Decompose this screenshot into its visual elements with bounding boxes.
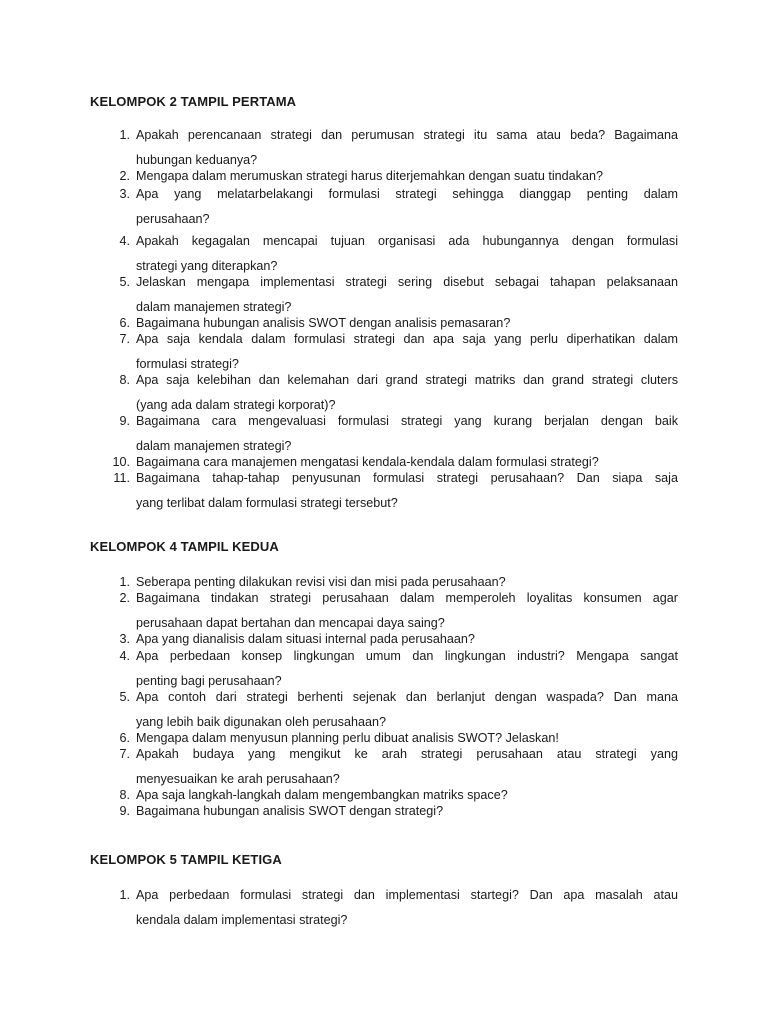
question-number: 1. (119, 888, 130, 902)
question-text: Bagaimana hubungan analisis SWOT dengan strategi? (136, 804, 444, 818)
question-number: 9. (119, 804, 130, 818)
question-list-kelompok-5 (0, 885, 768, 926)
question-text: Apa contoh dari strategi berhenti sejenak dan berlanjut dengan waspada? Dan mana yang lebih baik digunakan oleh perusahaan? (136, 690, 678, 729)
question-item (0, 370, 768, 411)
question-number: 9. (119, 414, 130, 428)
question-text: Apa saja kelebihan dan kelemahan dari grand strategi matriks dan grand strategi cluters (yang ada dalam strategi korporat)? (136, 373, 678, 412)
section-heading-kelompok-2: KELOMPOK 2 TAMPIL PERTAMA (90, 94, 297, 109)
question-number: 10. (112, 455, 130, 469)
section-heading-kelompok-5: KELOMPOK 5 TAMPIL KETIGA (90, 852, 282, 867)
question-item (0, 885, 768, 926)
question-item (0, 785, 768, 801)
question-item (0, 272, 768, 313)
question-item (0, 646, 768, 687)
question-number: 3. (119, 632, 130, 646)
question-number: 7. (119, 332, 130, 346)
question-number: 2. (119, 591, 130, 605)
question-item (0, 329, 768, 370)
question-number: 6. (119, 316, 130, 330)
question-number: 8. (119, 788, 130, 802)
question-text: Bagaimana tahap-tahap penyusunan formulasi strategi perusahaan? Dan siapa saja yang terlibat dalam formulasi strategi tersebut? (136, 471, 678, 510)
question-number: 2. (119, 169, 130, 183)
question-text: Apa perbedaan formulasi strategi dan implementasi startegi? Dan apa masalah atau kendala dalam implementasi strategi? (136, 888, 678, 927)
question-text: Mengapa dalam merumuskan strategi harus diterjemahkan dengan suatu tindakan? (136, 169, 603, 183)
question-text: Bagaimana tindakan strategi perusahaan dalam memperoleh loyalitas konsumen agar perusahaan dapat bertahan dan mencapai daya saing? (136, 591, 678, 630)
question-text: Mengapa dalam menyusun planning perlu dibuat analisis SWOT? Jelaskan! (136, 731, 559, 745)
question-list-kelompok-4 (0, 572, 768, 817)
question-text: Apakah perencanaan strategi dan perumusan strategi itu sama atau beda? Bagaimana hubungan keduanya? (136, 128, 678, 167)
question-number: 3. (119, 187, 130, 201)
question-text: Apa saja kendala dalam formulasi strategi dan apa saja yang perlu diperhatikan dalam formulasi strategi? (136, 332, 678, 371)
question-text: Seberapa penting dilakukan revisi visi dan misi pada perusahaan? (136, 575, 506, 589)
question-text: Jelaskan mengapa implementasi strategi sering disebut sebagai tahapan pelaksanaan dalam manajemen strategi? (136, 275, 678, 314)
question-text: Apa saja langkah-langkah dalam mengembangkan matriks space? (136, 788, 508, 802)
question-item (0, 125, 768, 166)
question-text: Bagaimana hubungan analisis SWOT dengan analisis pemasaran? (136, 316, 511, 330)
question-number: 4. (119, 649, 130, 663)
question-item (0, 452, 768, 468)
question-item (0, 411, 768, 452)
question-item (0, 231, 768, 272)
question-item (0, 468, 768, 509)
question-item (0, 629, 768, 646)
question-item (0, 744, 768, 785)
question-text: Apakah budaya yang mengikut ke arah strategi perusahaan atau strategi yang menyesuaikan ke arah perusahaan? (136, 747, 678, 786)
question-item (0, 687, 768, 728)
question-item (0, 801, 768, 817)
question-text: Apa yang dianalisis dalam situasi internal pada perusahaan? (136, 632, 475, 646)
question-number: 7. (119, 747, 130, 761)
question-number: 1. (119, 128, 130, 142)
question-number: 6. (119, 731, 130, 745)
question-number: 11. (113, 471, 130, 485)
question-text: Bagaimana cara mengevaluasi formulasi strategi yang kurang berjalan dengan baik dalam manajemen strategi? (136, 414, 678, 453)
question-number: 8. (119, 373, 130, 387)
question-number: 4. (119, 234, 130, 248)
question-text: Bagaimana cara manajemen mengatasi kendala-kendala dalam formulasi strategi? (136, 455, 599, 469)
question-item (0, 728, 768, 744)
question-list-kelompok-2 (0, 125, 768, 509)
question-number: 1. (119, 575, 130, 589)
question-item (0, 184, 768, 231)
question-item (0, 572, 768, 588)
section-heading-kelompok-4: KELOMPOK 4 TAMPIL KEDUA (90, 539, 279, 554)
question-text: Apa yang melatarbelakangi formulasi strategi sehingga dianggap penting dalam perusahaan? (136, 187, 678, 226)
question-text: Apakah kegagalan mencapai tujuan organisasi ada hubungannya dengan formulasi strategi yang diterapkan? (136, 234, 678, 273)
question-number: 5. (119, 690, 130, 704)
question-item (0, 166, 768, 184)
question-item (0, 588, 768, 629)
question-text: Apa perbedaan konsep lingkungan umum dan lingkungan industri? Mengapa sangat penting bagi perusahaan? (136, 649, 678, 688)
question-number: 5. (119, 275, 130, 289)
question-item (0, 313, 768, 329)
